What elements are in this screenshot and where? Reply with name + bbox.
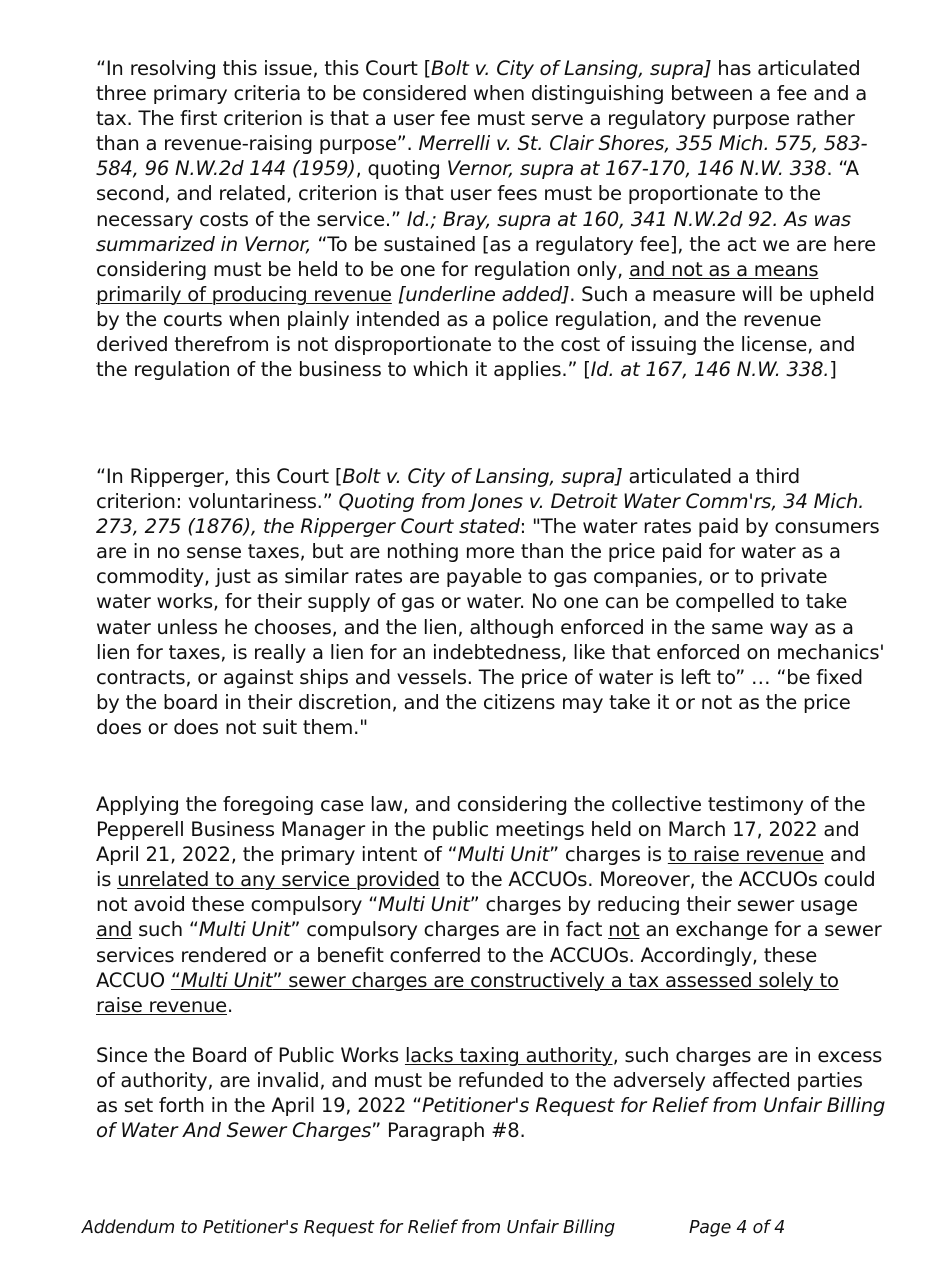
text-run: an exchange for a sewer services rendered or a benefit conferred to the ACCUOs. Accordingly, these ACCUO bbox=[96, 918, 882, 992]
text-run: “In resolving this issue, this Court [ bbox=[96, 57, 431, 80]
text-run: “To be sustained [as a regulatory fee], the act we are here considering must be held to be one for regulation only, bbox=[96, 232, 876, 281]
text-run: Multi Unit bbox=[198, 918, 291, 942]
text-run: Since the Board of Public Works bbox=[96, 1044, 405, 1067]
text-run: Bolt v. City of Lansing, supra] bbox=[342, 465, 623, 488]
text-run: ” sewer charges are constructively a tax assessed solely to raise revenue bbox=[96, 968, 839, 1017]
text-run: has articulated three primary criteria to be considered when distinguishing between a fee and a tax. The first criterion is that a user fee must serve a regulatory purpose rather than a revenue-raising purpose”. bbox=[96, 57, 868, 156]
text-run: to raise revenue bbox=[667, 843, 824, 867]
text-run: Merrelli v. St. Clair Shores, 355 Mich. 575, 583-584, 96 N.W.2d 144 (1959) bbox=[96, 132, 868, 181]
paragraph-applying-case-law bbox=[96, 792, 886, 1018]
paragraph-conclusion bbox=[96, 1043, 886, 1143]
text-run: , quoting bbox=[355, 157, 447, 181]
text-run: to the ACCUOs. Moreover, the ACCUOs could not avoid these compulsory “ bbox=[96, 868, 876, 917]
text-run: ” charges by reducing their sewer usage bbox=[469, 893, 858, 917]
text-run: Id.; Bray, supra at 160, 341 N.W.2d 92. As was summarized in Vernor, bbox=[96, 207, 851, 256]
text-run: ” Paragraph #8. bbox=[371, 1119, 526, 1143]
text-run: , such charges are in excess of authority, are invalid, and must be refunded to the adversely affected parties as set forth in the April 19, 2022 “ bbox=[96, 1044, 883, 1118]
text-run: unrelated to any service provided bbox=[117, 868, 440, 892]
text-run: ] bbox=[829, 358, 837, 382]
text-run: ” compulsory charges are in fact bbox=[290, 918, 609, 942]
page-footer bbox=[82, 1218, 862, 1238]
text-run: Multi Unit bbox=[180, 968, 273, 992]
text-run: Multi Unit bbox=[457, 843, 549, 867]
text-run: ” charges is bbox=[548, 843, 668, 867]
text-run: “In Ripperger, this Court [ bbox=[96, 465, 343, 488]
text-run: and is bbox=[96, 843, 867, 892]
text-run: “ bbox=[170, 968, 181, 992]
text-run: such “ bbox=[132, 918, 199, 942]
text-run: articulated a third criterion: voluntariness.” bbox=[96, 465, 800, 514]
text-run: not bbox=[608, 918, 640, 942]
text-run: . bbox=[226, 993, 233, 1017]
text-run: lacks taxing authority bbox=[404, 1044, 613, 1067]
text-run: and bbox=[96, 918, 133, 942]
paragraph-bolt-criteria bbox=[96, 56, 886, 382]
text-run: : "The water rates paid by consumers are in no sense taxes, but are nothing more than the price paid for water as a commodity, just as similar rates are payable to gas companies, or to private water works, for their supply of gas or water. No one can be compelled to take water unless he chooses, and the lien, although enforced in the same way as a lien for taxes, is really a lien for an indebtedness, like that enforced on mechanics' contracts, or against ships and vessels. The price of water is left to” … “be fixed by the board in their discretion, and the citizens may take it or not as the price does or does not suit them." bbox=[96, 515, 885, 739]
paragraph-ripperger-voluntariness bbox=[96, 464, 886, 740]
text-run: and not as a means primarily of producing revenue bbox=[96, 257, 819, 306]
text-run: Id. at 167, 146 N.W. 338. bbox=[590, 358, 830, 382]
text-run: . Such a measure will be upheld by the courts when plainly intended as a police regulation, and the revenue derived therefrom is not disproportionate to the cost of issuing the license, and the regulation of the business to which it applies.” [ bbox=[96, 282, 875, 382]
text-run: Multi Unit bbox=[378, 893, 470, 917]
text-run: . “A second, and related, criterion is that user fees must be proportionate to the necessary costs of the service.” bbox=[96, 157, 859, 231]
text-run: [underline added] bbox=[397, 282, 570, 306]
text-run: Applying the foregoing case law, and considering the collective testimony of the Pepperell Business Manager in the public meetings held on March 17, 2022 and April 21, 2022, the primary intent of “ bbox=[96, 793, 866, 867]
text-run: Petitioner's Request for Relief from Unfair Billing of Water And Sewer Charges bbox=[96, 1094, 886, 1143]
text-run: Quoting from Jones v. Detroit Water Comm'rs, 34 Mich. 273, 275 (1876), the Ripperger Court stated bbox=[96, 490, 865, 539]
page-number: Page 4 of 4 bbox=[689, 1218, 786, 1238]
text-run: Bolt v. City of Lansing, supra] bbox=[430, 57, 712, 80]
text-run: Vernor, supra at 167-170, 146 N.W. 338 bbox=[446, 157, 827, 181]
footer-title: Addendum to Petitioner's Request for Relief from Unfair Billing bbox=[82, 1218, 615, 1238]
